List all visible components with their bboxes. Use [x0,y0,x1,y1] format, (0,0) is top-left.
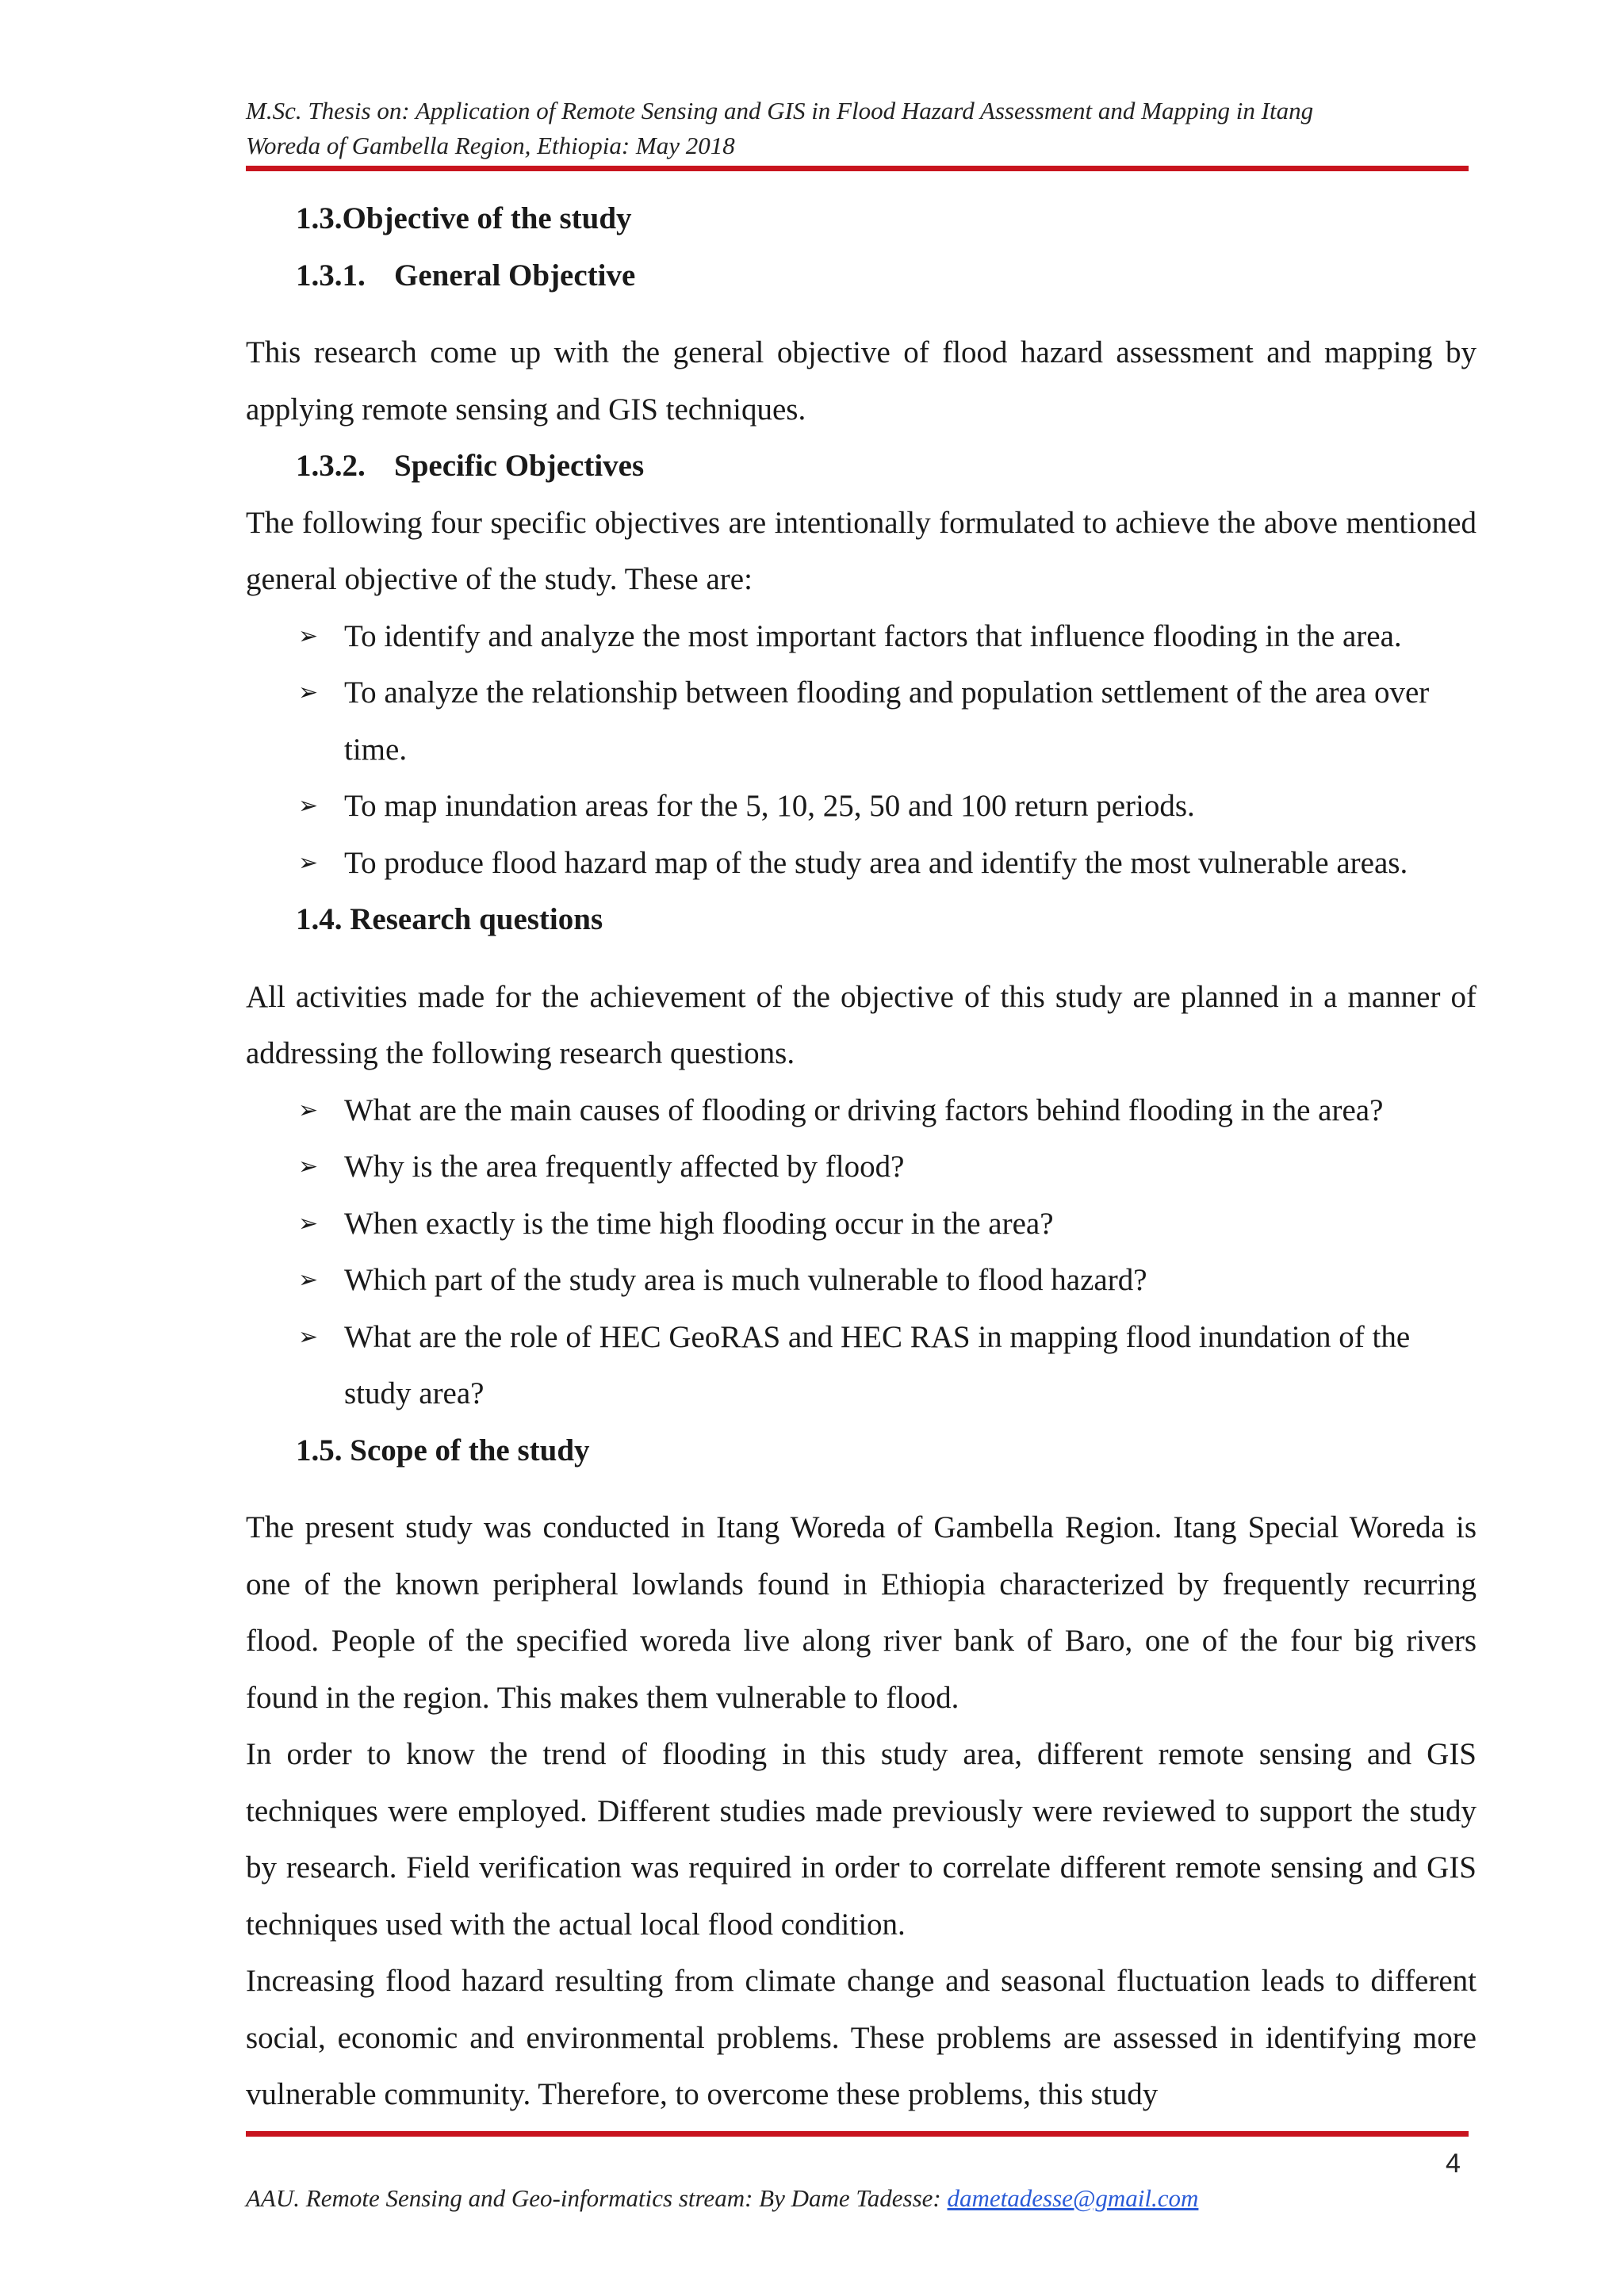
scope-paragraph-1: The present study was conducted in Itang Woreda of Gambella Region. Itang Special Woreda is one of the known peripheral lowlands found in Ethiopia characterized by frequently recurring flood. People of the specified woreda live along river bank of Baro, one of the four big rivers found in the region. This makes them vulnerable to flood. [246,1510,1477,1715]
heading-title: Specific Objectives [394,449,645,483]
list-item [246,664,1477,778]
arrow-bullet-icon: ➢ [298,1154,319,1180]
list-item-text: What are the main causes of flooding or driving factors behind flooding in the area? [344,1093,1384,1127]
arrow-bullet-icon: ➢ [298,1210,319,1237]
arrow-bullet-icon: ➢ [298,793,319,819]
list-item [246,1138,1477,1196]
page-body [246,190,1477,2123]
author-email-link[interactable]: dametadesse@gmail.com [947,2184,1199,2212]
list-item-text: Why is the area frequently affected by flood? [344,1150,905,1184]
heading-1-3-2 [296,438,1477,495]
heading-1-5: 1.5. Scope of the study [296,1433,590,1468]
arrow-bullet-icon: ➢ [298,849,319,876]
header-line-2: Woreda of Gambella Region, Ethiopia: May 2018 [246,132,735,159]
arrow-bullet-icon: ➢ [298,1096,319,1123]
footer-rule [246,2131,1469,2137]
page-number: 4 [1446,2149,1461,2179]
arrow-bullet-icon: ➢ [298,1323,319,1350]
specific-objectives-paragraph: The following four specific objectives are intentionally formulated to achieve the above mentioned general objective of the study. These are: [246,505,1477,596]
running-footer [246,2184,1198,2213]
list-item [246,1082,1477,1139]
heading-1-4: 1.4. Research questions [296,902,603,936]
list-item [246,1196,1477,1253]
questions-list [246,1082,1477,1422]
arrow-bullet-icon: ➢ [298,622,319,649]
list-item [246,1252,1477,1309]
list-item-text: When exactly is the time high flooding occur in the area? [344,1206,1054,1241]
heading-1-3-1 [296,247,1477,304]
heading-number: 1.3.2. [296,449,366,483]
arrow-bullet-icon: ➢ [298,679,319,706]
list-item [246,608,1477,665]
list-item [246,835,1477,892]
running-header [246,94,1475,163]
list-item-text: To produce flood hazard map of the study area and identify the most vulnerable areas. [344,845,1408,880]
heading-number: 1.3.1. [296,258,366,293]
list-item-text: What are the role of HEC GeoRAS and HEC RAS in mapping flood inundation of the study area? [344,1319,1411,1410]
scope-paragraph-2: In order to know the trend of flooding in this study area, different remote sensing and GIS techniques were employed. Different studies made previously were reviewed to support the study by research. Field verification was required in order to correlate different remote sensing and GIS techniques used with the actual local flood condition. [246,1737,1477,1942]
list-item [246,1309,1477,1422]
footer-text: AAU. Remote Sensing and Geo-informatics stream: By Dame Tadesse: [246,2184,948,2212]
general-objective-paragraph: This research come up with the general objective of flood hazard assessment and mapping by applying remote sensing and GIS techniques. [246,335,1477,427]
arrow-bullet-icon: ➢ [298,1267,319,1293]
header-line-1: M.Sc. Thesis on: Application of Remote Sensing and GIS in Flood Hazard Assessment and Mapping in Itang [246,97,1314,124]
heading-title: General Objective [394,258,636,293]
scope-paragraph-3: Increasing flood hazard resulting from climate change and seasonal fluctuation leads to different social, economic and environmental problems. These problems are assessed in identifying more vulnerable community. Therefore, to overcome these problems, this study [246,1964,1477,2111]
heading-1-3: 1.3.Objective of the study [296,201,632,235]
list-item-text: To map inundation areas for the 5, 10, 25, 50 and 100 return periods. [344,789,1195,823]
header-rule [246,166,1469,171]
list-item-text: Which part of the study area is much vulnerable to flood hazard? [344,1263,1147,1297]
objectives-list [246,608,1477,892]
list-item [246,778,1477,835]
list-item-text: To analyze the relationship between flooding and population settlement of the area over time. [344,675,1430,767]
research-questions-paragraph: All activities made for the achievement of the objective of this study are planned in a manner of addressing the following research questions. [246,979,1477,1070]
list-item-text: To identify and analyze the most important factors that influence flooding in the area. [344,618,1402,653]
